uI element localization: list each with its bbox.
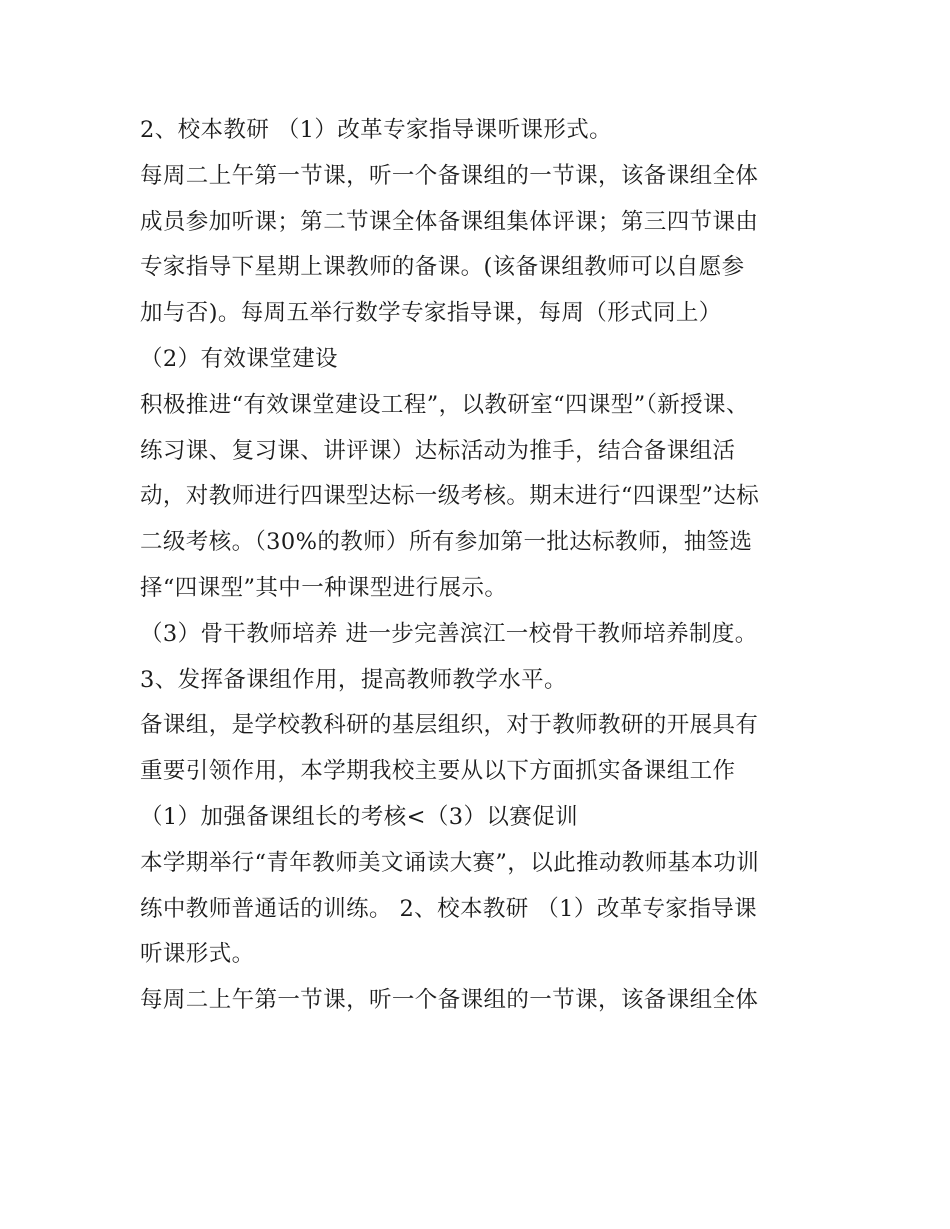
text-line: 3、发挥备课组作用，提高教师教学水平。 <box>140 666 567 693</box>
document-body <box>140 108 820 1024</box>
text-line: 专家指导下星期上课教师的备课。(该备课组教师可以自愿参 <box>140 254 745 281</box>
text-line: 2、校本教研 （1）改革专家指导课听课形式。 <box>140 117 613 143</box>
text-line: （2）有效课堂建设 <box>140 345 338 372</box>
text-line: 听课形式。 <box>140 941 255 968</box>
text-line: 积极推进“有效课堂建设工程”，以教研室“四课型”（新授课、 <box>140 391 749 418</box>
text-line: 本学期举行“青年教师美文诵读大赛”，以此推动教师基本功训 <box>140 849 760 876</box>
text-line: 二级考核。（30%的教师）所有参加第一批达标教师，抽签选 <box>140 529 753 556</box>
text-line: 成员参加听课；第二节课全体备课组集体评课；第三四节课由 <box>140 208 759 235</box>
text-line: （3）骨干教师培养 进一步完善滨江一校骨干教师培养制度。 <box>140 620 758 647</box>
text-line: 动，对教师进行四课型达标一级考核。期末进行“四课型”达标 <box>140 483 760 510</box>
text-line: 重要引领作用，本学期我校主要从以下方面抓实备课组工作 <box>140 758 736 785</box>
text-line: 备课组，是学校教科研的基层组织，对于教师教研的开展具有 <box>140 712 759 739</box>
text-line: 每周二上午第一节课，听一个备课组的一节课，该备课组全体 <box>140 162 759 189</box>
text-line: 练中教师普通话的训练。 2、校本教研 （1）改革专家指导课 <box>140 895 758 922</box>
text-line: （1）加强备课组长的考核<（3）以赛促训 <box>140 803 578 830</box>
text-line: 每周二上午第一节课，听一个备课组的一节课，该备课组全体 <box>140 987 759 1014</box>
text-line: 练习课、复习课、讲评课）达标活动为推手，结合备课组活 <box>140 437 736 464</box>
text-line: 加与否)。每周五举行数学专家指导课，每周（形式同上） <box>140 300 722 327</box>
text-line: 择“四课型”其中一种课型进行展示。 <box>140 574 508 601</box>
